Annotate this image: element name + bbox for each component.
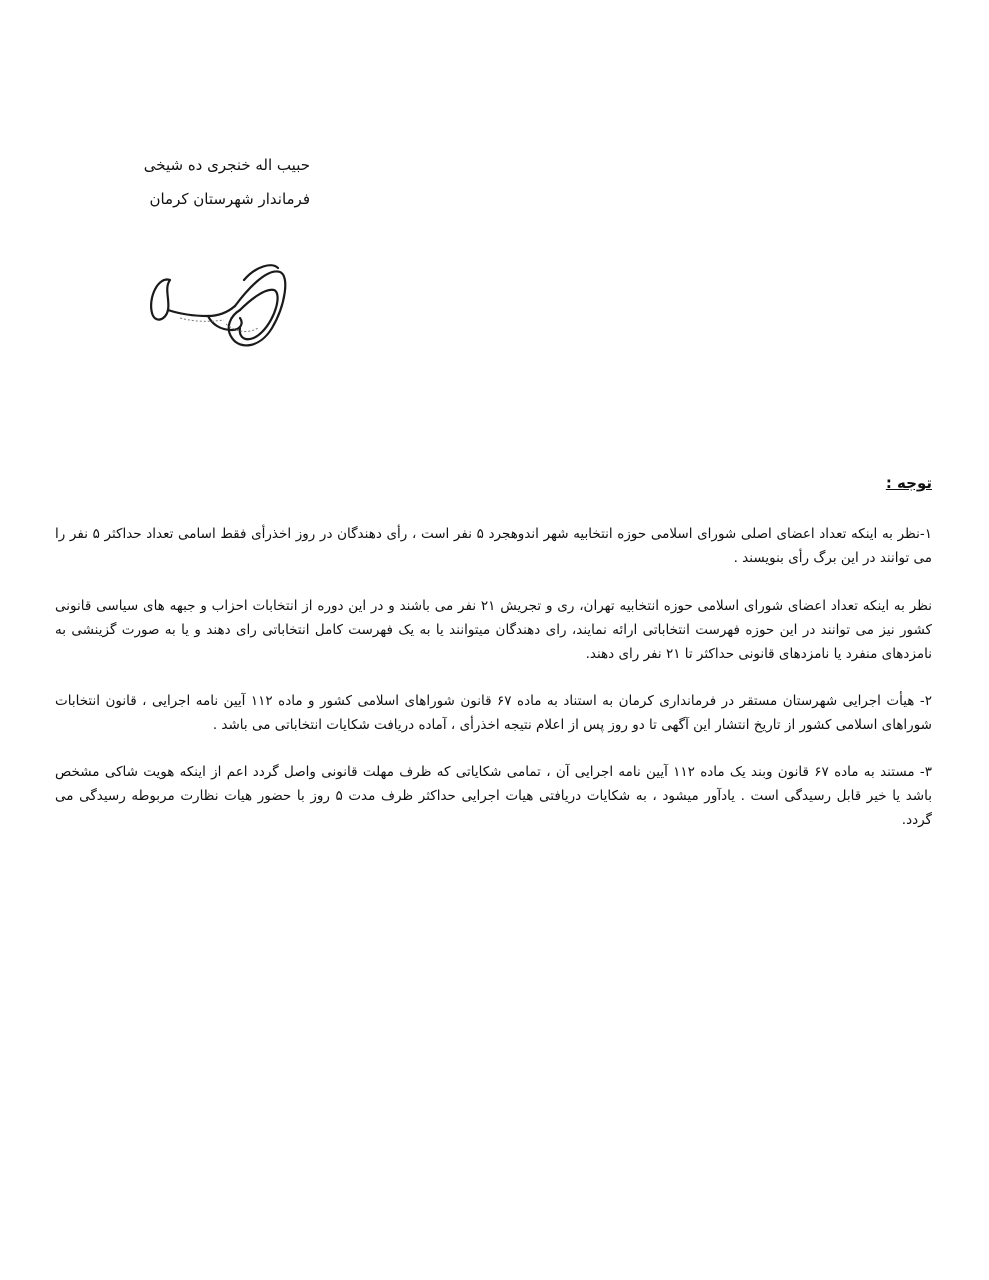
official-name: حبیب اله خنجری ده شیخی <box>143 156 310 174</box>
note-paragraph-2: نظر به اینکه تعداد اعضای شورای اسلامی حوزه انتخابیه تهران، ری و تجریش ۲۱ نفر می باشند و در این دوره از انتخابات احزاب و جبهه های سیاسی قانونی کشور نیز می توانند در این حوزه فهرست انتخاباتی ارائه نمایند، رای دهندگان میتوانند یا به یک فهرست کامل انتخاباتی رای دهند و یا به صورت گزینشی به نامزدهای منفرد یا نامزدهای قانونی حداکثر تا ۲۱ نفر رای دهند. <box>55 598 932 662</box>
signature-block <box>100 150 310 210</box>
official-title: فرماندار شهرستان کرمان <box>149 190 310 208</box>
notes-section <box>55 522 932 832</box>
note-paragraph-1: ۱-نظر به اینکه تعداد اعضای اصلی شورای اسلامی حوزه انتخابیه شهر اندوهجرد ۵ نفر است ، رأی دهندگان در روز اخذرأی فقط اسامی تعداد حداکثر ۵ نفر را می توانند در این برگ رأی بنویسند . <box>55 526 933 566</box>
handwritten-signature <box>140 258 290 358</box>
note-heading: توجه : <box>885 474 932 492</box>
note-paragraph-4: ۳- مستند به ماده ۶۷ قانون وبند یک ماده ۱۱۲ آیین نامه اجرایی آن ، تمامی شکایاتی که ظرف مهلت قانونی واصل گردد اعم از اینکه هویت شاکی مشخص باشد یا خیر قابل رسیدگی است . یادآور میشود ، به شکایات دریافتی هیات اجرایی حداکثر ظرف مدت ۵ روز با حضور هیات نظارت مربوطه رسیدگی می گردد. <box>55 764 933 828</box>
note-paragraph-3: ۲- هیأت اجرایی شهرستان مستقر در فرمانداری کرمان به استناد به ماده ۶۷ قانون شوراهای اسلامی کشور و ماده ۱۱۲ آیین نامه اجرایی ، قانون انتخابات شوراهای اسلامی کشور از تاریخ انتشار این آگهی تا دو روز پس از اعلام نتیجه اخذرأی ، آماده دریافت شکایات انتخاباتی می باشد . <box>55 693 933 733</box>
